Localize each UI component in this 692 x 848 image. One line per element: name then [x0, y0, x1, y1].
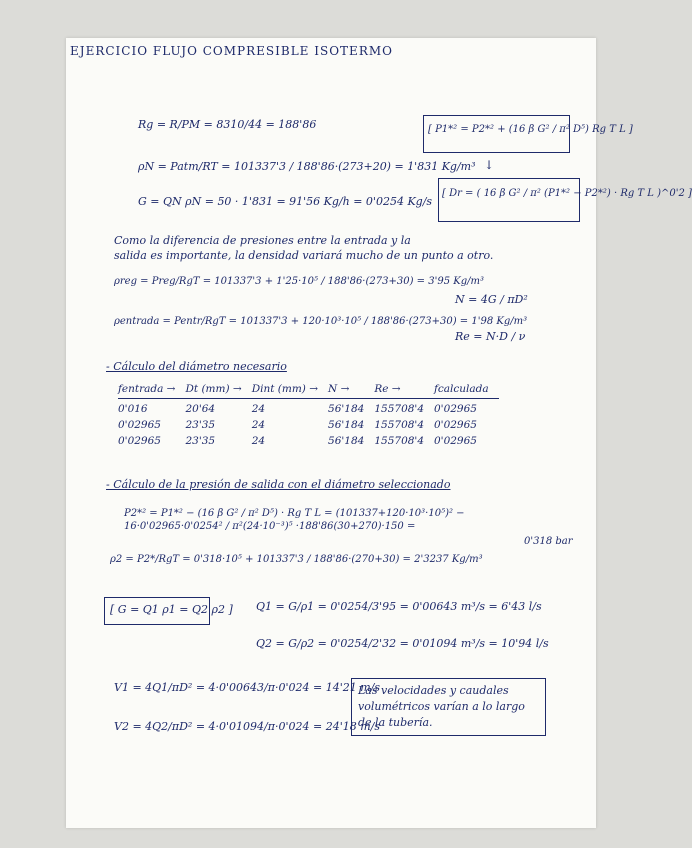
velocity-note-line-2: volumétricos varían a lo largo	[358, 700, 525, 713]
v1-equation: V1 = 4Q1/πD² = 4·0'00643/π·0'024 = 14'21 m/s	[114, 681, 381, 694]
rho-2-equation: ρ2 = P2*/RgT = 0'318·10⁵ + 101337'3 / 188'86·(270+30) = 2'3237 Kg/m³	[110, 554, 483, 565]
col-dint: Dint (mm) →	[252, 383, 328, 399]
table-row: 0'02965 23'35 24 56'184 155708'4 0'02965	[118, 435, 477, 447]
col-f-entrada: fentrada →	[118, 383, 185, 399]
diameter-heading: - Cálculo del diámetro necesario	[106, 360, 287, 373]
col-dt: Dt (mm) →	[185, 383, 251, 399]
rg-equation: Rg = R/PM = 8310/44 = 188'86	[138, 118, 317, 131]
q2-equation: Q2 = G/ρ2 = 0'0254/2'32 = 0'01094 m³/s = 10'94 l/s	[256, 637, 549, 650]
col-f-calculada: fcalculada	[434, 383, 499, 399]
iteration-table	[118, 383, 499, 447]
velocity-note-line-1: Las velocidades y caudales	[358, 684, 509, 697]
velocity-definition: N = 4G / πD²	[455, 293, 528, 306]
col-re: Re →	[374, 383, 434, 399]
v2-equation: V2 = 4Q2/πD² = 4·0'01094/π·0'024 = 24'18 m/s	[114, 720, 381, 733]
p2-equation: P2*² = P1*² − (16 β G² / π² D⁵) · Rg T L = (101337+120·10³·10⁵)² − 16·0'02965·0'0254² / π²(24·10⁻³)⁵ ·188'86(30+270)·150 =	[124, 508, 465, 532]
rho-entrada-equation: ρentrada = Pentr/RgT = 101337'3 + 120·10³·10⁵ / 188'86·(273+30) = 1'98 Kg/m³	[114, 316, 528, 327]
mass-flow-equation: G = QN ρN = 50 · 1'831 = 91'56 Kg/h = 0'0254 Kg/s	[138, 195, 433, 208]
pressure-heading: - Cálculo de la presión de salida con el diámetro seleccionado	[106, 478, 451, 491]
reynolds-definition: Re = N·D / ν	[455, 330, 526, 343]
mass-conservation: [ G = Q1 ρ1 = Q2 ρ2 ]	[110, 603, 233, 616]
p2-result: 0'318 bar	[524, 536, 573, 547]
table-row: 0'016 20'64 24 56'184 155708'4 0'02965	[118, 403, 477, 415]
table-header-row	[118, 383, 499, 399]
down-arrow-icon: ↓	[484, 158, 495, 172]
col-n: N →	[328, 383, 374, 399]
velocity-note-line-3: de la tubería.	[358, 716, 433, 729]
pressure-formula: [ P1*² = P2*² + (16 β G² / π² D⁵) Rg T L ]	[428, 124, 633, 135]
diameter-formula: [ Dr = ( 16 β G² / π² (P1*² − P2*²) · Rg T L )^0'2 ]	[442, 188, 692, 199]
q1-equation: Q1 = G/ρ1 = 0'0254/3'95 = 0'00643 m³/s = 6'43 l/s	[256, 600, 542, 613]
rho-n-equation: ρN = Patm/RT = 101337'3 / 188'86·(273+20) = 1'831 Kg/m³	[138, 160, 476, 173]
exercise-title: EJERCICIO FLUJO COMPRESIBLE ISOTERMO	[70, 44, 393, 58]
pressure-note-line-2: salida es importante, la densidad variará mucho de un punto a otro.	[114, 249, 494, 262]
table-row: 0'02965 23'35 24 56'184 155708'4 0'02965	[118, 419, 477, 431]
rho-reg-equation: ρreg = Preg/RgT = 101337'3 + 1'25·10⁵ / 188'86·(273+30) = 3'95 Kg/m³	[114, 276, 484, 287]
pressure-note-line-1: Como la diferencia de presiones entre la entrada y la	[114, 234, 411, 247]
